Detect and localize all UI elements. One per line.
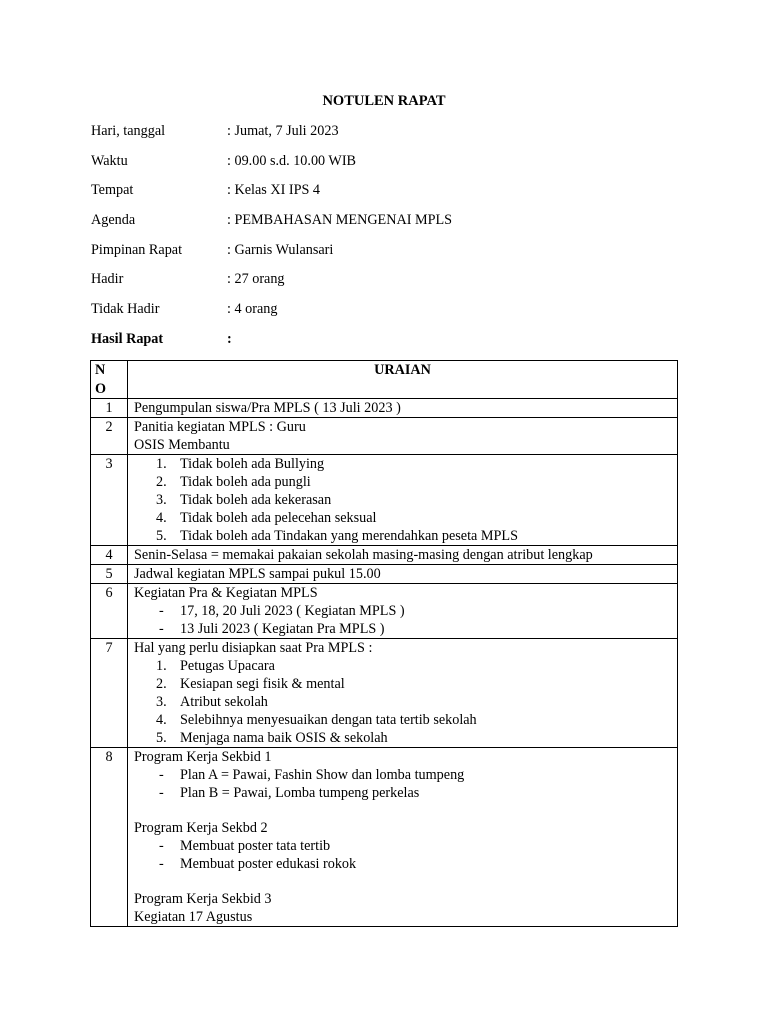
- table-header-row: [91, 361, 678, 399]
- table-row: [91, 455, 678, 546]
- meeting-info: [91, 122, 452, 330]
- results-colon: :: [227, 331, 232, 347]
- list-item: - 13 Juli 2023 ( Kegiatan Pra MPLS ): [159, 621, 385, 637]
- info-label: Agenda: [91, 212, 136, 229]
- info-label: Hadir: [91, 271, 124, 288]
- row-text: Kegiatan Pra & Kegiatan MPLS - 17, 18, 20 Juli 2023 ( Kegiatan MPLS ) - 13 Juli 2023 ( Kegiatan Pra MPLS ): [128, 584, 678, 639]
- header-uraian: URAIAN: [128, 361, 678, 399]
- list-item: 5. Menjaga nama baik OSIS & sekolah: [156, 730, 388, 746]
- row-text: Jadwal kegiatan MPLS sampai pukul 15.00: [128, 565, 678, 584]
- info-label: Waktu: [91, 152, 128, 169]
- row-number: 6: [91, 584, 128, 639]
- info-row-present: [91, 270, 452, 300]
- header-no: N O: [91, 361, 128, 399]
- row-text: Senin-Selasa = memakai pakaian sekolah masing-masing dengan atribut lengkap: [128, 546, 678, 565]
- minutes-table: [90, 360, 678, 927]
- list-item: 2. Tidak boleh ada pungli: [156, 474, 311, 490]
- spacer: [134, 802, 677, 819]
- info-label: Hari, tanggal: [91, 123, 166, 139]
- row-number: 4: [91, 546, 128, 565]
- list-item: 1. Petugas Upacara: [156, 658, 275, 674]
- list-item: 5. Tidak boleh ada Tindakan yang merendahkan peseta MPLS: [156, 528, 518, 544]
- document-title: NOTULEN RAPAT: [322, 93, 446, 109]
- info-value: : 4 orang: [227, 301, 278, 318]
- info-value: : 09.00 s.d. 10.00 WIB: [227, 152, 357, 169]
- list-item: - Membuat poster tata tertib: [159, 838, 331, 854]
- results-label: Hasil Rapat: [91, 331, 164, 347]
- row-text: Program Kerja Sekbid 1 - Plan A = Pawai, Fashin Show dan lomba tumpeng - Plan B = Pawai, Lomba tumpeng perkelas Program Kerja Sekbd 2 - Membuat poster tata tertib - Membuat poster edukasi rokok Program Kerja Sekbid 3 Kegiatan 17 Agustus: [128, 748, 678, 927]
- list-item: 4. Selebihnya menyesuaikan dengan tata tertib sekolah: [156, 712, 477, 728]
- row-number: 5: [91, 565, 128, 584]
- info-row-place: [91, 181, 452, 211]
- info-value: : Jumat, 7 Juli 2023: [227, 123, 339, 139]
- spacer: [134, 873, 677, 890]
- row-number: 7: [91, 639, 128, 748]
- list-item: - Plan A = Pawai, Fashin Show dan lomba tumpeng: [159, 767, 465, 783]
- table-row: [91, 639, 678, 748]
- info-row-absent: [91, 300, 452, 330]
- table-row: [91, 399, 678, 418]
- info-label: Pimpinan Rapat: [91, 241, 183, 258]
- list-item: - Membuat poster edukasi rokok: [159, 856, 357, 872]
- table-row: [91, 546, 678, 565]
- info-value: : Kelas XI IPS 4: [227, 182, 321, 199]
- info-label: Tempat: [91, 182, 134, 199]
- row-number: 1: [91, 399, 128, 418]
- row-text: [128, 455, 678, 546]
- list-item: 1. Tidak boleh ada Bullying: [156, 456, 325, 472]
- table-row: [91, 418, 678, 455]
- info-row-agenda: [91, 211, 452, 241]
- info-value: : PEMBAHASAN MENGENAI MPLS: [227, 212, 453, 229]
- info-row-leader: [91, 241, 452, 271]
- row-number: 8: [91, 748, 128, 927]
- list-item: 3. Atribut sekolah: [156, 694, 268, 710]
- table-row: [91, 748, 678, 927]
- info-row-time: [91, 152, 452, 182]
- row-number: 2: [91, 418, 128, 455]
- table-row: [91, 584, 678, 639]
- row-text: Hal yang perlu disiapkan saat Pra MPLS : 1. Petugas Upacara 2. Kesiapan segi fisik & mental 3. Atribut sekolah 4. Selebihnya menyesuaikan dengan tata tertib sekolah 5. Menjaga nama baik OSIS & sekolah: [128, 639, 678, 748]
- info-row-date: [91, 122, 452, 152]
- row-text: Panitia kegiatan MPLS : Guru OSIS Membantu: [128, 418, 678, 455]
- table-row: [91, 565, 678, 584]
- list-item: 3. Tidak boleh ada kekerasan: [156, 492, 332, 508]
- row-text: Pengumpulan siswa/Pra MPLS ( 13 Juli 2023 ): [128, 399, 678, 418]
- list-item: 4. Tidak boleh ada pelecehan seksual: [156, 510, 377, 526]
- list-item: - Plan B = Pawai, Lomba tumpeng perkelas: [159, 785, 420, 801]
- info-label: Tidak Hadir: [91, 301, 160, 318]
- list-item: - 17, 18, 20 Juli 2023 ( Kegiatan MPLS ): [159, 603, 405, 619]
- results-heading: [91, 331, 232, 348]
- row-number: 3: [91, 455, 128, 546]
- info-value: : Garnis Wulansari: [227, 241, 334, 258]
- info-value: : 27 orang: [227, 271, 285, 288]
- list-item: 2. Kesiapan segi fisik & mental: [156, 676, 345, 692]
